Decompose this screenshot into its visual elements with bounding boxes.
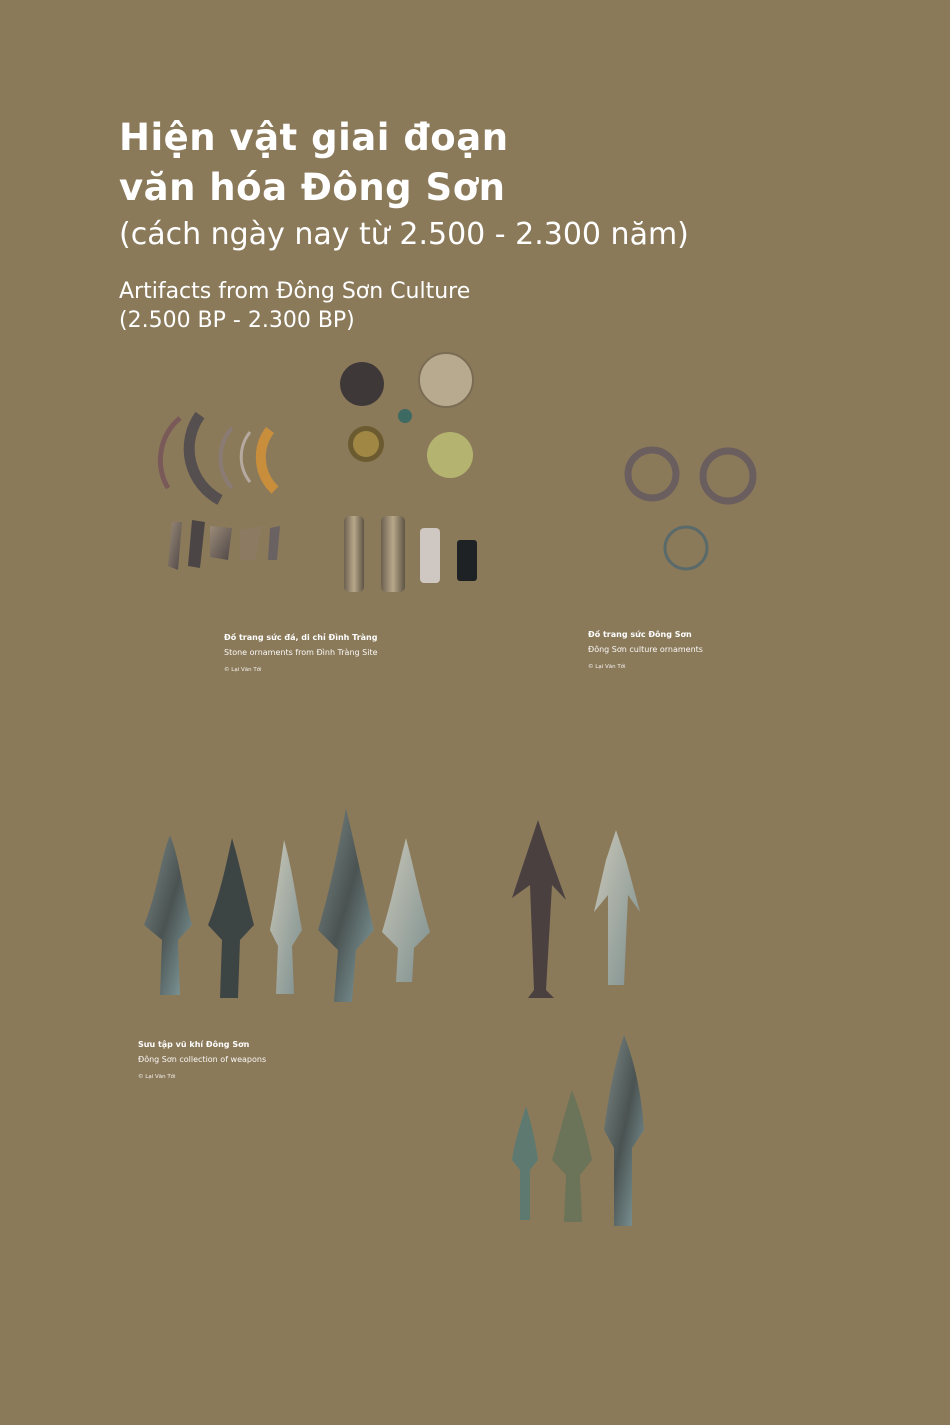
caption-title: Sưu tập vũ khí Đông Sơn xyxy=(138,1040,250,1049)
caption-title: Đồ trang sức đá, di chỉ Đình Tràng xyxy=(224,633,378,642)
bronze-spearheads xyxy=(144,808,430,1002)
caption-weapons xyxy=(138,1039,266,1082)
caption-subtitle: Đông Sơn culture ornaments xyxy=(588,645,703,654)
caption-subtitle: Đông Sơn collection of weapons xyxy=(138,1055,267,1064)
caption-credit: © Lại Văn Tới xyxy=(588,664,626,670)
english-title: Artifacts from Đông Sơn Culture xyxy=(119,279,471,304)
stone-beads xyxy=(344,516,477,592)
caption-title: Đồ trang sức Đông Sơn xyxy=(588,630,692,639)
caption-credit: © Lại Văn Tới xyxy=(224,667,262,673)
english-date-subtitle: (2.500 BP - 2.300 BP) xyxy=(119,308,355,333)
page-title-line-1: Hiện vật giai đoạn xyxy=(119,116,509,159)
bronze-barbed-spearheads xyxy=(512,820,640,998)
stone-bracelet-fragments xyxy=(160,415,275,500)
stone-discs xyxy=(340,353,473,478)
bronze-rings xyxy=(628,450,753,569)
page-title-line-2: văn hóa Đông Sơn xyxy=(119,166,506,209)
bronze-small-spearheads xyxy=(512,1035,644,1226)
caption-subtitle: Stone ornaments from Đình Tràng Site xyxy=(224,648,378,657)
caption-stone-ornaments xyxy=(224,632,378,675)
stone-pendant-fragments xyxy=(168,520,280,570)
caption-dongson-ornaments xyxy=(588,629,703,672)
caption-credit: © Lại Văn Tới xyxy=(138,1074,176,1080)
vietnamese-date-subtitle: (cách ngày nay từ 2.500 - 2.300 năm) xyxy=(119,217,689,252)
